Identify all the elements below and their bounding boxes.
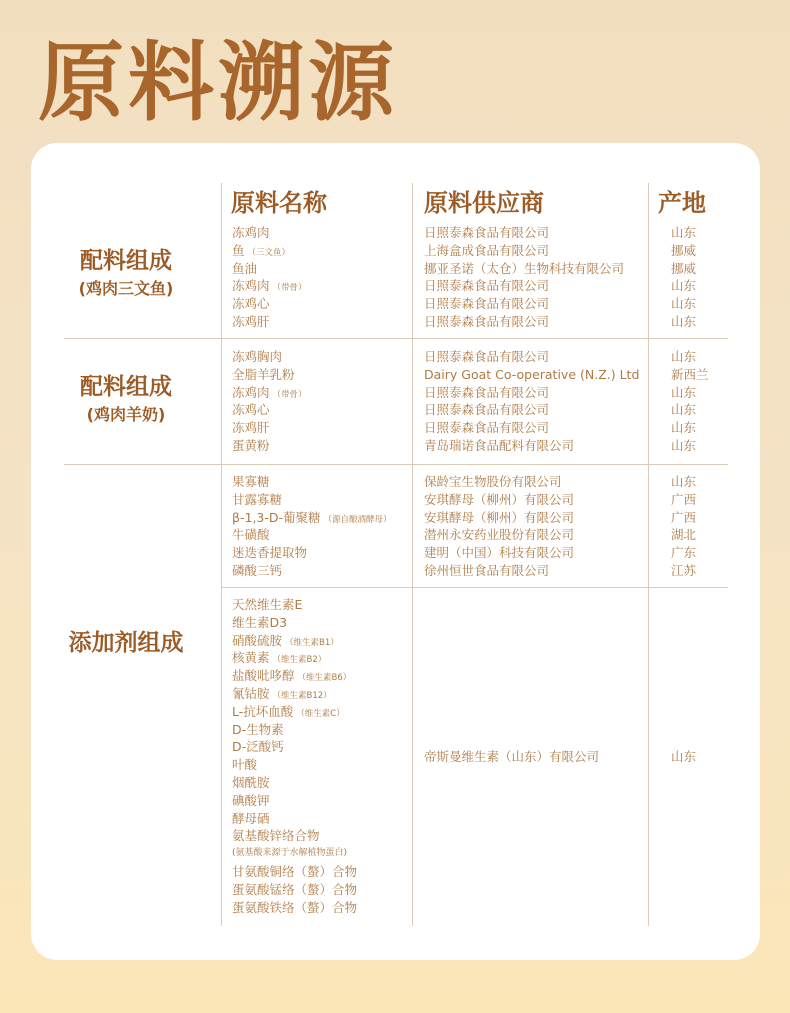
table-row: 冻鸡肉 （带骨） — [232, 278, 307, 294]
origin-cell-vitamins: 山东 — [671, 749, 697, 764]
origin-cell: 挪威 — [671, 260, 697, 276]
table-row: 牛磺酸 — [232, 527, 270, 543]
section-title: 配料组成 — [80, 248, 172, 274]
table-row: 甘露寡糖 — [232, 491, 283, 507]
table-row: 烟酰胺 — [232, 774, 270, 790]
origin-cell: 山东 — [671, 225, 697, 240]
section-label-chicken-goat-milk — [31, 371, 221, 427]
table-row: 磷酸三钙 — [232, 562, 283, 578]
table-row: 冻鸡肝 — [232, 420, 270, 436]
row-divider — [64, 338, 728, 339]
table-row: 盐酸吡哆醇 （维生素B6） — [232, 668, 352, 684]
table-row: β-1,3-D-葡聚糖 （源自酿酒酵母） — [232, 509, 392, 525]
origins-section1 — [671, 224, 696, 331]
supplier-cell-vitamins: 帝斯曼维生素（山东）有限公司 — [424, 749, 600, 764]
column-divider — [648, 183, 649, 926]
table-row: 氰钴胺 （维生素B12） — [232, 685, 332, 701]
section-subtitle: (鸡肉羊奶) — [86, 405, 166, 424]
table-row: 硝酸硫胺 （维生素B1） — [232, 632, 339, 648]
supplier-cell: 日照泰森食品有限公司 — [424, 349, 550, 364]
table-row: 冻鸡肉 — [232, 225, 270, 240]
origins-section2 — [671, 348, 709, 455]
suppliers-section2 — [424, 348, 639, 455]
origin-cell: 广西 — [671, 509, 697, 525]
supplier-cell: 日照泰森食品有限公司 — [424, 296, 550, 312]
supplier-cell: 日照泰森食品有限公司 — [424, 384, 550, 400]
origin-cell: 湖北 — [671, 527, 697, 543]
table-row: 冻鸡肉 （带骨） — [232, 384, 307, 400]
suppliers-section1 — [424, 224, 624, 331]
supplier-cell: 青岛瑞诺食品配料有限公司 — [424, 437, 575, 453]
section-title: 添加剂组成 — [68, 630, 184, 656]
supplier-cell: 日照泰森食品有限公司 — [424, 420, 550, 436]
table-row: 维生素D3 — [232, 614, 288, 630]
table-row: 冻鸡心 — [232, 402, 270, 418]
names-section3b — [232, 596, 360, 916]
names-section1 — [232, 224, 307, 331]
table-row-note: (氨基酸来源于水解植物蛋白) — [232, 848, 348, 859]
row-divider — [64, 464, 728, 465]
table-row: 冻鸡心 — [232, 296, 270, 312]
table-row: D-泛酸钙 — [232, 739, 284, 755]
table-row: 甘氨酸铜络（螯）合物 — [232, 863, 358, 879]
section-label-chicken-salmon — [31, 245, 221, 301]
table-row: 酵母硒 — [232, 810, 270, 826]
origins-section3a — [671, 473, 696, 580]
supplier-cell: 日照泰森食品有限公司 — [424, 225, 550, 240]
header-supplier: 原料供应商 — [424, 189, 544, 217]
table-row: 迷迭香提取物 — [232, 545, 308, 561]
origin-cell: 山东 — [671, 384, 697, 400]
header-name: 原料名称 — [231, 189, 327, 217]
table-row: 叶酸 — [232, 757, 258, 773]
section-label-additives — [31, 627, 221, 659]
supplier-cell: 徐州恒世食品有限公司 — [424, 562, 550, 578]
origin-cell: 山东 — [671, 474, 697, 489]
origin-cell: 新西兰 — [671, 366, 709, 382]
origin-cell: 山东 — [671, 296, 697, 312]
supplier-cell: 日照泰森食品有限公司 — [424, 402, 550, 418]
table-row: 果寡糖 — [232, 474, 270, 489]
row-divider — [221, 587, 728, 588]
section-title: 配料组成 — [80, 374, 172, 400]
column-divider — [412, 183, 413, 926]
supplier-cell: 日照泰森食品有限公司 — [424, 278, 550, 294]
supplier-cell: 上海盒成食品有限公司 — [424, 242, 550, 258]
supplier-cell: Dairy Goat Co-operative (N.Z.) Ltd — [424, 366, 640, 382]
table-row: 冻鸡肝 — [232, 313, 270, 329]
table-row: D-生物素 — [232, 721, 284, 737]
origin-cell: 江苏 — [671, 562, 697, 578]
column-divider — [221, 183, 222, 926]
table-row: 天然维生素E — [232, 597, 303, 612]
origin-cell: 山东 — [671, 278, 697, 294]
supplier-cell: 安琪酵母（柳州）有限公司 — [424, 509, 575, 525]
names-section2 — [232, 348, 307, 455]
table-row: 核黄素 （维生素B2） — [232, 650, 327, 666]
table-row: 蛋氨酸锰络（螯）合物 — [232, 881, 358, 897]
section-subtitle: (鸡肉三文鱼) — [78, 279, 174, 298]
supplier-cell: 安琪酵母（柳州）有限公司 — [424, 491, 575, 507]
supplier-cell: 建明（中国）科技有限公司 — [424, 545, 575, 561]
origin-cell: 广东 — [671, 545, 697, 561]
table-row: 鱼油 — [232, 260, 258, 276]
table-row: 冻鸡胸肉 — [232, 349, 283, 364]
suppliers-section3a — [424, 473, 574, 580]
page-title: 原料溯源 — [38, 33, 398, 133]
origin-cell: 山东 — [671, 437, 697, 453]
supplier-cell: 挪亚圣诺（太仓）生物科技有限公司 — [424, 260, 625, 276]
origin-cell: 广西 — [671, 491, 697, 507]
table-row: 蛋黄粉 — [232, 437, 270, 453]
header-origin: 产地 — [658, 189, 706, 217]
origin-cell: 山东 — [671, 402, 697, 418]
table-row: 全脂羊乳粉 — [232, 366, 295, 382]
table-row: 鱼 （三文鱼） — [232, 242, 291, 258]
table-row: 氨基酸锌络合物 — [232, 828, 320, 844]
names-section3a — [232, 473, 392, 580]
origin-cell: 山东 — [671, 313, 697, 329]
supplier-cell: 保龄宝生物股份有限公司 — [424, 474, 562, 489]
table-row: 碘酸钾 — [232, 792, 270, 808]
supplier-cell: 日照泰森食品有限公司 — [424, 313, 550, 329]
traceability-table — [31, 143, 760, 960]
table-row: L-抗坏血酸 （维生素C） — [232, 703, 345, 719]
origin-cell: 山东 — [671, 420, 697, 436]
table-row: 蛋氨酸铁络（螯）合物 — [232, 899, 358, 915]
origin-cell: 挪威 — [671, 242, 697, 258]
origin-cell: 山东 — [671, 349, 697, 364]
supplier-cell: 潜州永安药业股份有限公司 — [424, 527, 575, 543]
